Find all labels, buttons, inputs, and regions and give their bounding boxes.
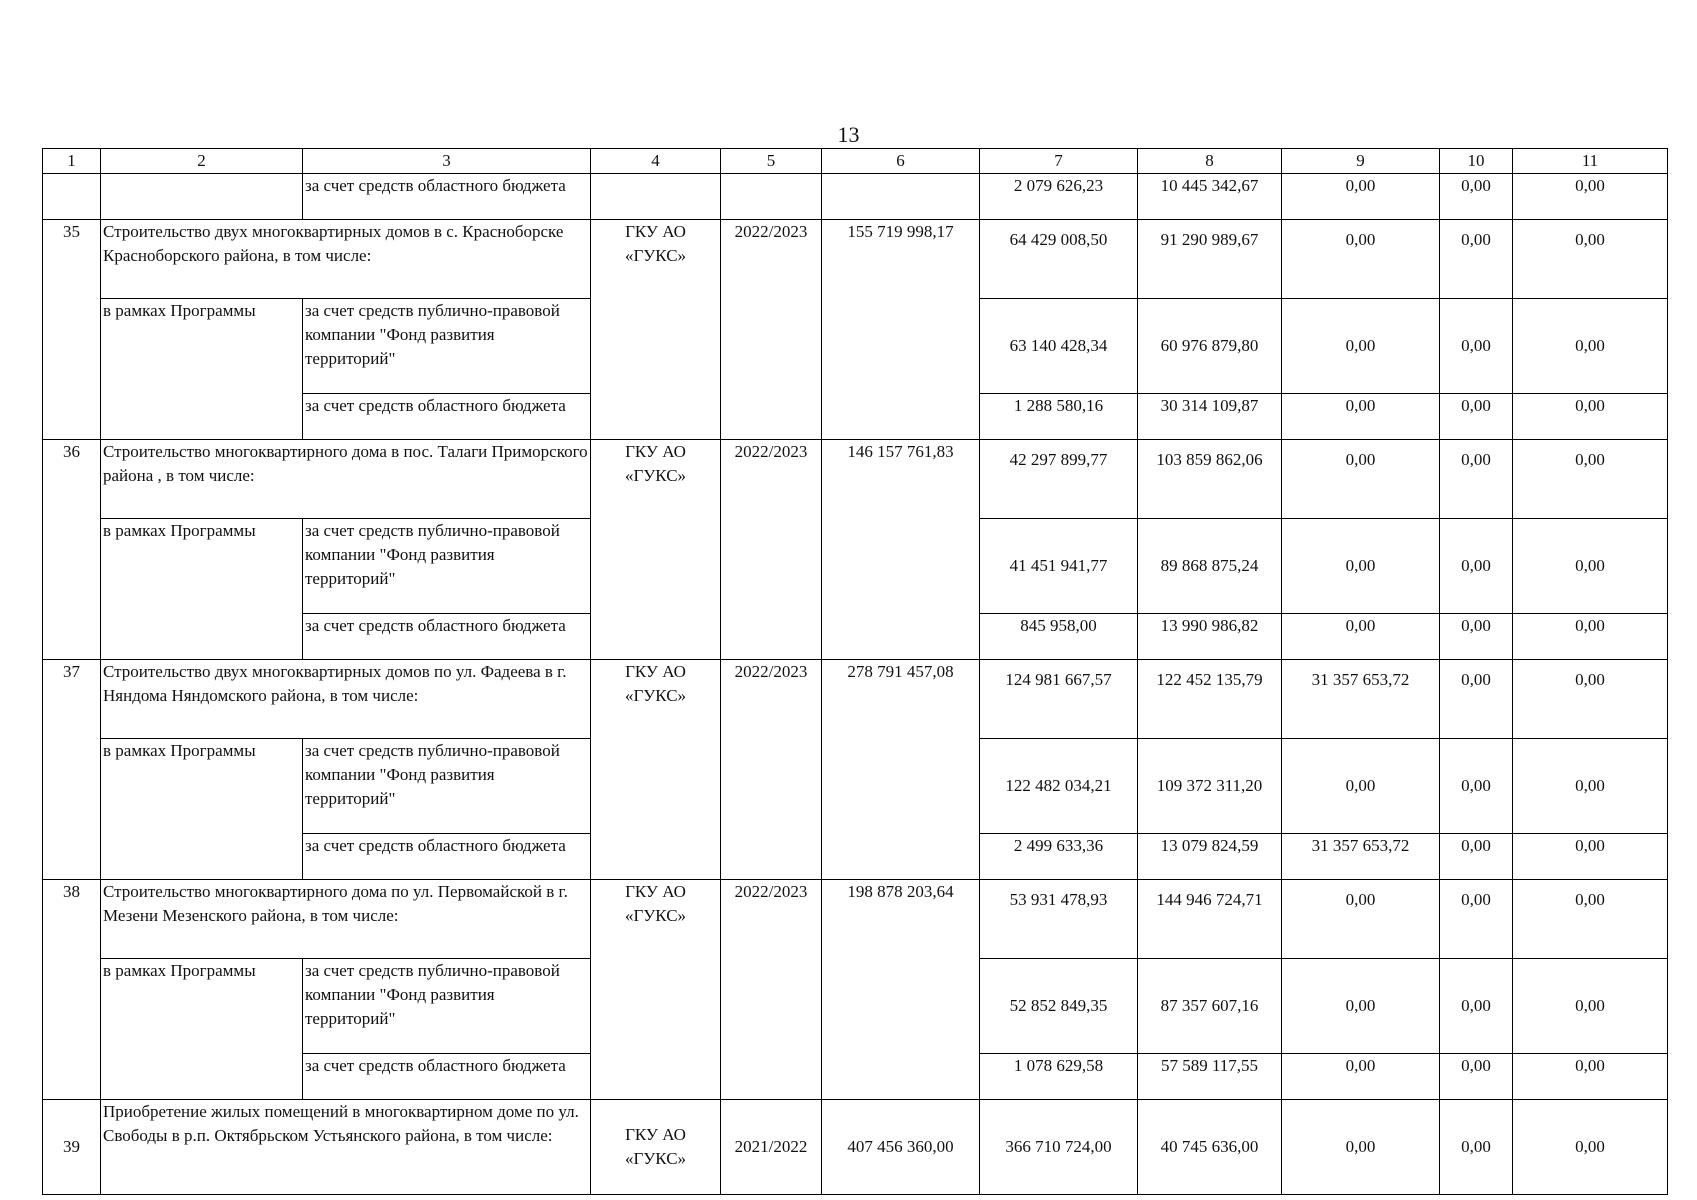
program-label: в рамках Программы — [101, 519, 303, 660]
value-cell: 0,00 — [1513, 174, 1668, 220]
value-cell: 0,00 — [1513, 519, 1668, 614]
value-cell: 845 958,00 — [980, 614, 1138, 660]
value-cell: 109 372 311,20 — [1138, 739, 1282, 834]
project-title: Приобретение жилых помещений в многоквартирном доме по ул. Свободы в р.п. Октябрьском Устьянского района, в том числе: — [101, 1100, 591, 1195]
project-row — [43, 880, 1668, 959]
value-cell: 1 288 580,16 — [980, 394, 1138, 440]
executor: ГКУ АО «ГУКС» — [591, 880, 721, 1100]
period: 2022/2023 — [721, 880, 822, 1100]
column-header: 8 — [1138, 149, 1282, 174]
value-cell: 0,00 — [1440, 959, 1513, 1054]
value-cell: 0,00 — [1440, 660, 1513, 739]
project-title: Строительство двух многоквартирных домов в с. Красноборске Красноборского района, в том числе: — [101, 220, 591, 299]
value-cell: 10 445 342,67 — [1138, 174, 1282, 220]
column-header: 9 — [1282, 149, 1440, 174]
program-label: в рамках Программы — [101, 299, 303, 440]
value-cell: 0,00 — [1440, 174, 1513, 220]
value-cell: 0,00 — [1513, 959, 1668, 1054]
continuation-row — [43, 174, 1668, 220]
column-header: 6 — [822, 149, 980, 174]
value-cell: 0,00 — [1282, 959, 1440, 1054]
period-cell — [721, 174, 822, 220]
row-number: 35 — [43, 220, 101, 440]
value-cell: 60 976 879,80 — [1138, 299, 1282, 394]
total-amount: 278 791 457,08 — [822, 660, 980, 880]
value-cell: 122 452 135,79 — [1138, 660, 1282, 739]
row-number: 36 — [43, 440, 101, 660]
program-cell — [101, 174, 303, 220]
value-cell: 0,00 — [1440, 220, 1513, 299]
value-cell: 89 868 875,24 — [1138, 519, 1282, 614]
column-header: 11 — [1513, 149, 1668, 174]
period: 2022/2023 — [721, 220, 822, 440]
executor: ГКУ АО «ГУКС» — [591, 220, 721, 440]
funding-source: за счет средств публично-правовой компании "Фонд развития территорий" — [303, 959, 591, 1054]
period: 2021/2022 — [721, 1100, 822, 1195]
table-body — [43, 149, 1668, 1195]
column-number-row — [43, 149, 1668, 174]
value-cell: 122 482 034,21 — [980, 739, 1138, 834]
value-cell: 0,00 — [1282, 299, 1440, 394]
value-cell: 0,00 — [1440, 440, 1513, 519]
value-cell: 0,00 — [1513, 880, 1668, 959]
project-title: Строительство многоквартирного дома в пос. Талаги Приморского района , в том числе: — [101, 440, 591, 519]
project-row — [43, 220, 1668, 299]
executor: ГКУ АО «ГУКС» — [591, 440, 721, 660]
value-cell: 0,00 — [1440, 614, 1513, 660]
value-cell: 41 451 941,77 — [980, 519, 1138, 614]
column-header: 1 — [43, 149, 101, 174]
value-cell: 0,00 — [1282, 174, 1440, 220]
funding-source: за счет средств публично-правовой компании "Фонд развития территорий" — [303, 739, 591, 834]
period: 2022/2023 — [721, 660, 822, 880]
executor: ГКУ АО «ГУКС» — [591, 660, 721, 880]
value-cell: 0,00 — [1440, 739, 1513, 834]
project-row — [43, 660, 1668, 739]
column-header: 3 — [303, 149, 591, 174]
value-cell: 0,00 — [1282, 614, 1440, 660]
value-cell: 366 710 724,00 — [980, 1100, 1138, 1195]
value-cell: 57 589 117,55 — [1138, 1054, 1282, 1100]
column-header: 4 — [591, 149, 721, 174]
value-cell: 0,00 — [1440, 880, 1513, 959]
value-cell: 13 990 986,82 — [1138, 614, 1282, 660]
value-cell: 0,00 — [1282, 1054, 1440, 1100]
value-cell: 103 859 862,06 — [1138, 440, 1282, 519]
funding-source: за счет средств областного бюджета — [303, 834, 591, 880]
value-cell: 0,00 — [1440, 299, 1513, 394]
funding-source: за счет средств областного бюджета — [303, 174, 591, 220]
total-amount: 407 456 360,00 — [822, 1100, 980, 1195]
value-cell: 0,00 — [1513, 834, 1668, 880]
value-cell: 31 357 653,72 — [1282, 660, 1440, 739]
value-cell: 144 946 724,71 — [1138, 880, 1282, 959]
funding-source: за счет средств публично-правовой компании "Фонд развития территорий" — [303, 299, 591, 394]
row-number: 39 — [43, 1100, 101, 1195]
value-cell: 0,00 — [1440, 394, 1513, 440]
value-cell: 0,00 — [1440, 519, 1513, 614]
value-cell: 2 079 626,23 — [980, 174, 1138, 220]
value-cell: 52 852 849,35 — [980, 959, 1138, 1054]
value-cell: 0,00 — [1513, 739, 1668, 834]
funding-source: за счет средств областного бюджета — [303, 614, 591, 660]
executor-cell — [591, 174, 721, 220]
total-amount: 146 157 761,83 — [822, 440, 980, 660]
value-cell: 0,00 — [1513, 394, 1668, 440]
row-number: 37 — [43, 660, 101, 880]
value-cell: 91 290 989,67 — [1138, 220, 1282, 299]
funding-source: за счет средств областного бюджета — [303, 1054, 591, 1100]
page-number: 13 — [837, 122, 860, 147]
row-number: 38 — [43, 880, 101, 1100]
value-cell: 0,00 — [1282, 394, 1440, 440]
funding-source: за счет средств публично-правовой компании "Фонд развития территорий" — [303, 519, 591, 614]
value-cell: 0,00 — [1513, 660, 1668, 739]
project-title: Строительство многоквартирного дома по ул. Первомайской в г. Мезени Мезенского района, в том числе: — [101, 880, 591, 959]
value-cell: 30 314 109,87 — [1138, 394, 1282, 440]
program-label: в рамках Программы — [101, 739, 303, 880]
funding-source: за счет средств областного бюджета — [303, 394, 591, 440]
period: 2022/2023 — [721, 440, 822, 660]
project-row — [43, 440, 1668, 519]
value-cell: 0,00 — [1440, 1054, 1513, 1100]
row-number-cell — [43, 174, 101, 220]
value-cell: 63 140 428,34 — [980, 299, 1138, 394]
project-title: Строительство двух многоквартирных домов по ул. Фадеева в г. Няндома Няндомского района, в том числе: — [101, 660, 591, 739]
value-cell: 42 297 899,77 — [980, 440, 1138, 519]
value-cell: 0,00 — [1513, 614, 1668, 660]
column-header: 7 — [980, 149, 1138, 174]
value-cell: 0,00 — [1513, 440, 1668, 519]
value-cell: 124 981 667,57 — [980, 660, 1138, 739]
value-cell: 31 357 653,72 — [1282, 834, 1440, 880]
value-cell: 64 429 008,50 — [980, 220, 1138, 299]
value-cell: 0,00 — [1513, 1100, 1668, 1195]
total-amount: 155 719 998,17 — [822, 220, 980, 440]
value-cell: 0,00 — [1440, 1100, 1513, 1195]
executor: ГКУ АО «ГУКС» — [591, 1100, 721, 1195]
value-cell: 2 499 633,36 — [980, 834, 1138, 880]
column-header: 10 — [1440, 149, 1513, 174]
column-header: 5 — [721, 149, 822, 174]
value-cell: 40 745 636,00 — [1138, 1100, 1282, 1195]
value-cell: 0,00 — [1282, 1100, 1440, 1195]
program-label: в рамках Программы — [101, 959, 303, 1100]
value-cell: 87 357 607,16 — [1138, 959, 1282, 1054]
value-cell: 0,00 — [1513, 1054, 1668, 1100]
column-header: 2 — [101, 149, 303, 174]
value-cell: 0,00 — [1440, 834, 1513, 880]
value-cell: 0,00 — [1513, 220, 1668, 299]
value-cell: 0,00 — [1282, 880, 1440, 959]
value-cell: 0,00 — [1282, 739, 1440, 834]
value-cell: 0,00 — [1513, 299, 1668, 394]
total-cell — [822, 174, 980, 220]
project-row — [43, 1100, 1668, 1195]
value-cell: 53 931 478,93 — [980, 880, 1138, 959]
value-cell: 0,00 — [1282, 519, 1440, 614]
value-cell: 1 078 629,58 — [980, 1054, 1138, 1100]
value-cell: 0,00 — [1282, 220, 1440, 299]
total-amount: 198 878 203,64 — [822, 880, 980, 1100]
value-cell: 13 079 824,59 — [1138, 834, 1282, 880]
value-cell: 0,00 — [1282, 440, 1440, 519]
budget-table — [42, 148, 1668, 1195]
